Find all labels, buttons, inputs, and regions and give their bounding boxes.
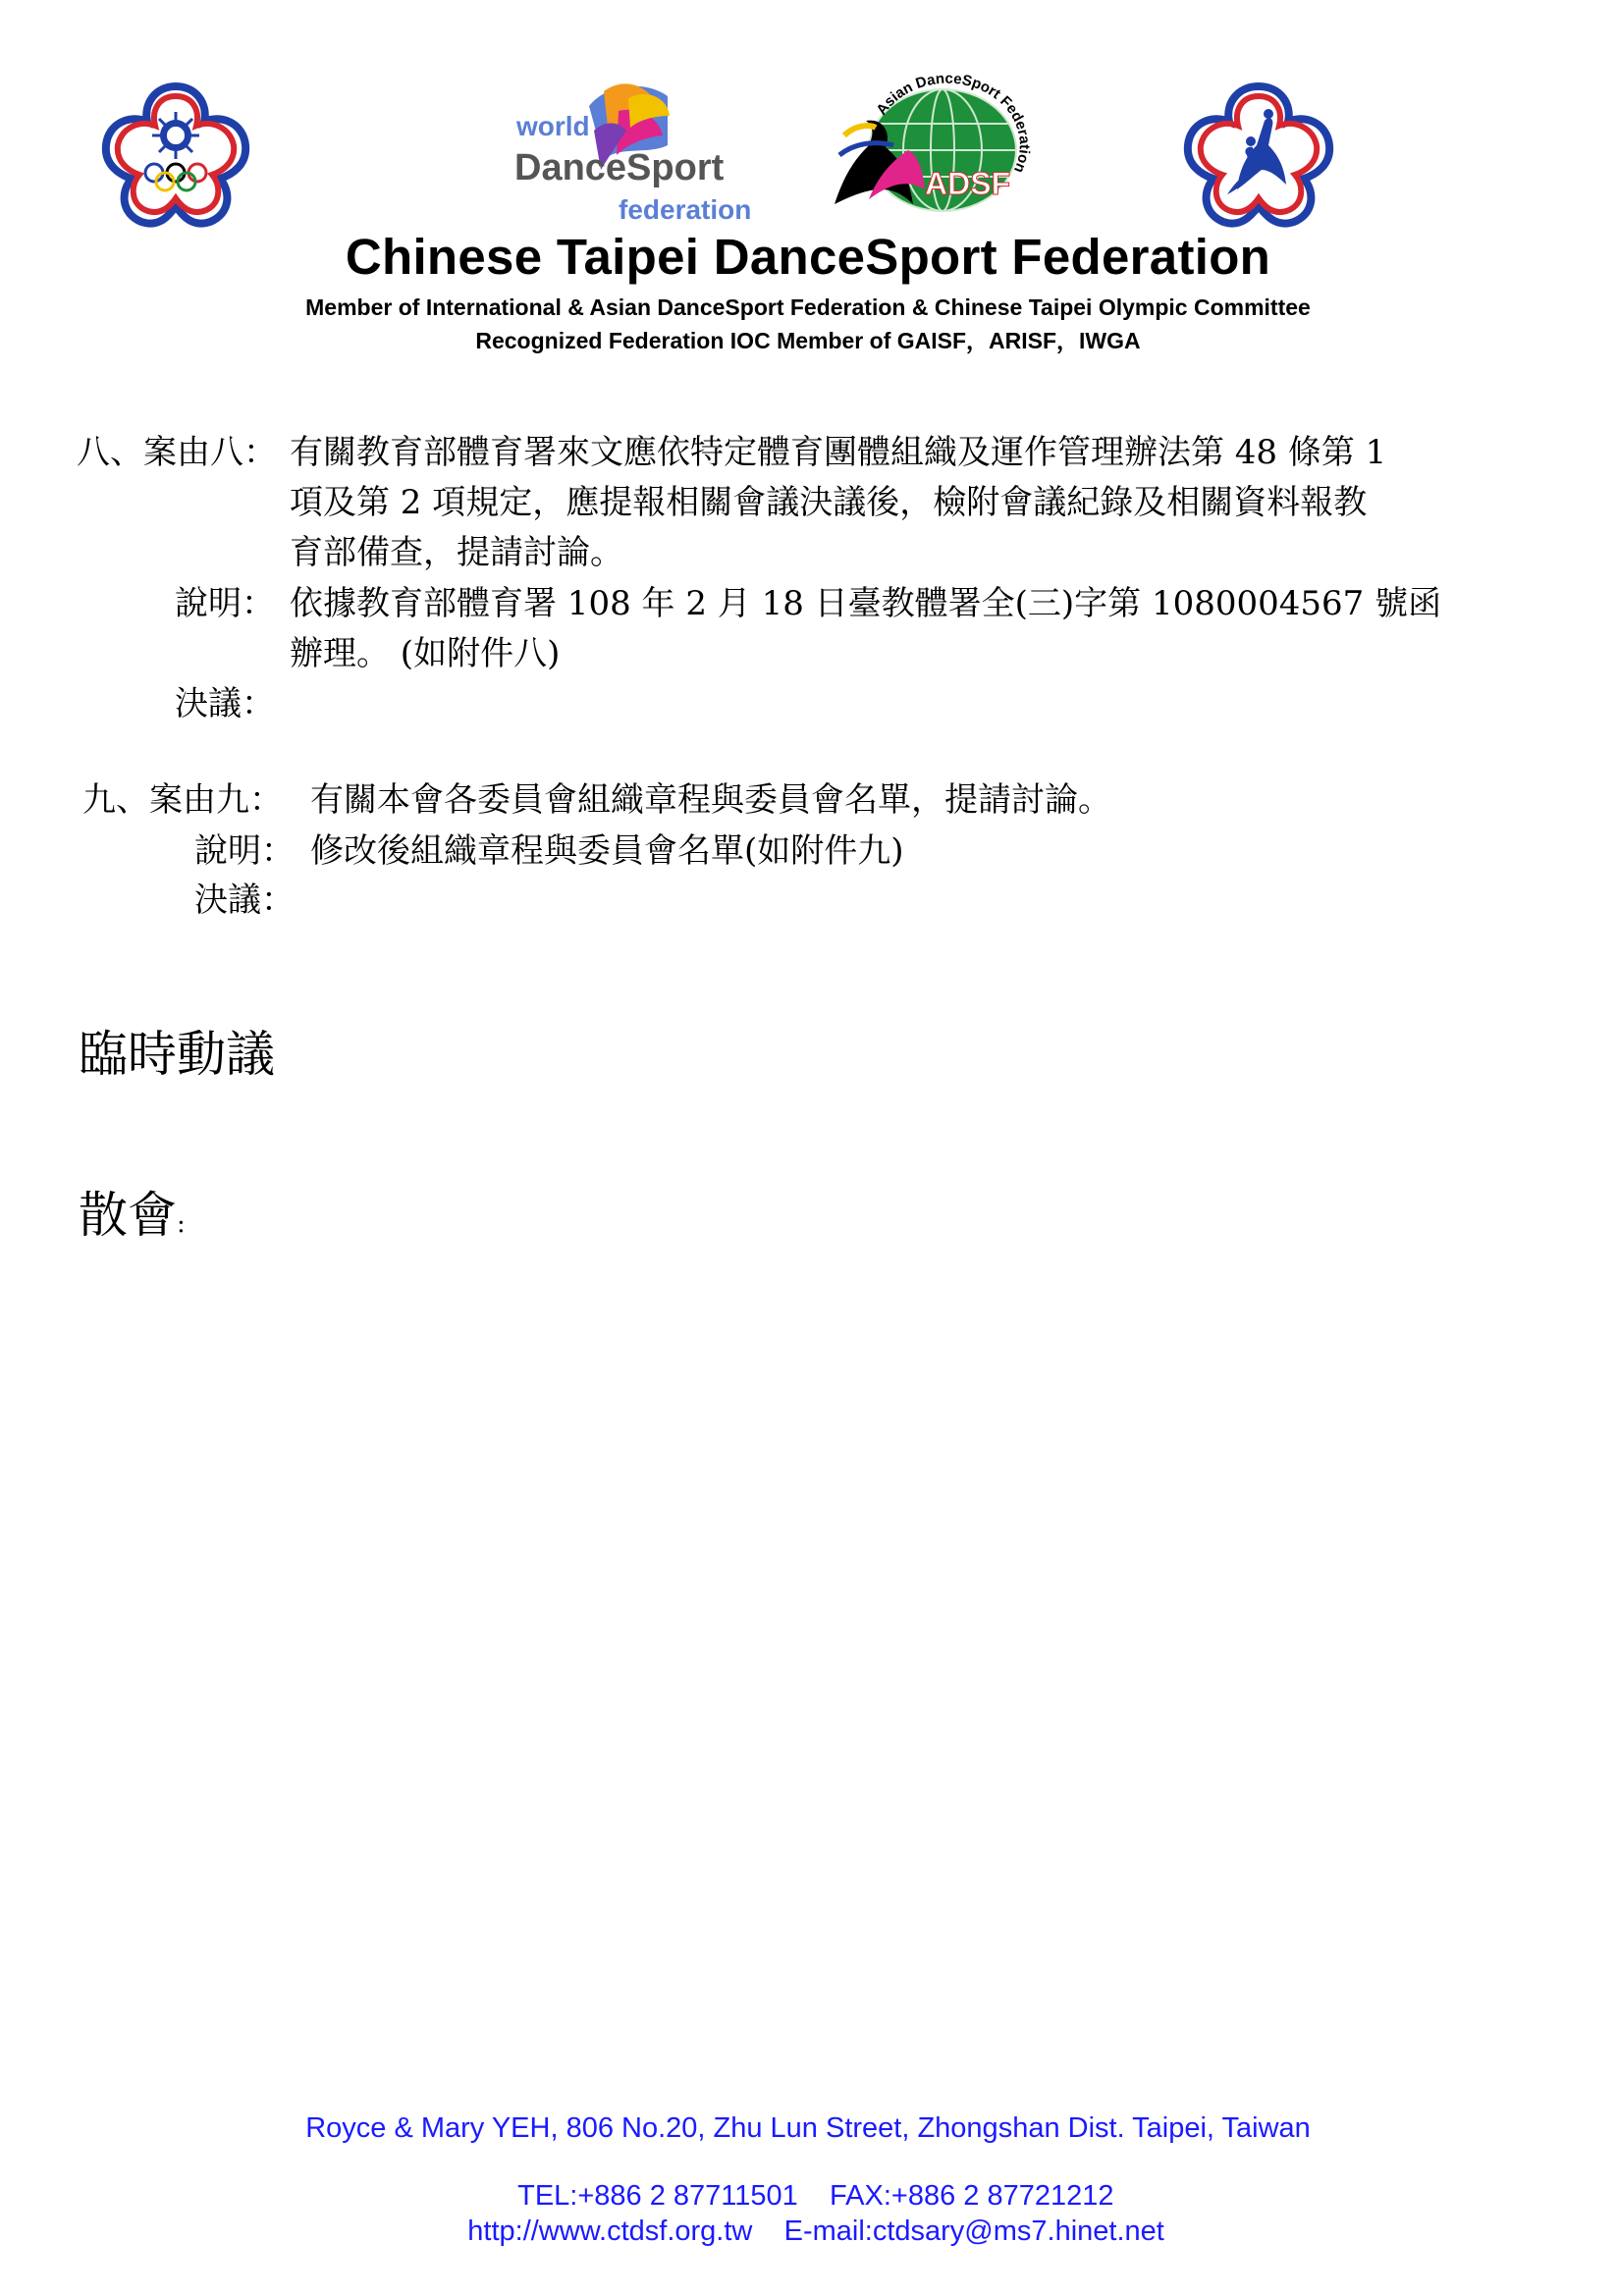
case-9-line: 有關本會各委員會組織章程與委員會名單，提請討論。 — [310, 780, 1111, 820]
chinese-taipei-olympic-logo — [98, 77, 253, 232]
case-9-label: 九、案由九： — [82, 780, 283, 820]
adsf-abbr-text: ADSF — [925, 166, 1011, 201]
case-9-resolution-label: 決議： — [194, 881, 295, 920]
federation-recognition-line: Recognized Federation IOC Member of GAISF，ARISF，IWGA — [475, 328, 1141, 353]
footer-website-link[interactable]: http://www.ctdsf.org.tw — [467, 2216, 753, 2247]
case-8-line-3: 育部備查，提請討論。 — [290, 533, 623, 572]
case-8-line-1: 有關教育部體育署來文應依特定體育團體組織及運作管理辦法第 48 條第 1 — [290, 433, 1387, 472]
footer-address: Royce & Mary YEH, 806 No.20, Zhu Lun Street, Zhongshan Dist. Taipei, Taiwan — [305, 2112, 1311, 2144]
footer-tel: TEL:+886 2 87711501 — [517, 2180, 798, 2212]
footer-web-email — [0, 2183, 1616, 2248]
footer-fax: FAX:+886 2 87721212 — [830, 2180, 1114, 2212]
case-8-label: 八、案由八： — [77, 433, 277, 472]
federation-title: Chinese Taipei DanceSport Federation — [345, 229, 1271, 285]
federation-membership-line: Member of International & Asian DanceSport Federation & Chinese Taipei Olympic Committee — [305, 294, 1311, 320]
case-9-explain-line: 修改後組織章程與委員會名單(如附件九) — [310, 831, 904, 871]
wdsf-world-text: world — [516, 111, 590, 141]
case-8-explain-label: 說明： — [175, 584, 275, 623]
case-8-resolution-label: 決議： — [175, 684, 275, 723]
case-9-explain-label: 說明： — [194, 831, 295, 871]
adjourn-colon: : — [177, 1209, 186, 1239]
ctdsf-dancer-logo — [1178, 77, 1340, 232]
extra-motion-heading: 臨時動議 — [79, 1026, 275, 1083]
footer-email-link[interactable]: E-mail:ctdsary@ms7.hinet.net — [783, 2216, 1164, 2247]
wdsf-federation-text: federation — [619, 194, 752, 225]
case-8-explain-line-2: 辦理。 (如附件八) — [290, 634, 561, 673]
wdsf-dancesport-text: DanceSport — [514, 147, 725, 188]
adsf-arc-text: Asian DanceSport Federation — [873, 70, 1033, 176]
case-8-line-2: 項及第 2 項規定，應提報相關會議決議後，檢附會議紀錄及相關資料報教 — [290, 483, 1368, 522]
asian-dancesport-federation-logo — [815, 67, 1041, 214]
world-dancesport-federation-logo — [511, 77, 752, 232]
case-8-explain-line-1: 依據教育部體育署 108 年 2 月 18 日臺教體署全(三)字第 1080004567 號函 — [290, 584, 1442, 623]
adjourn-heading — [79, 1176, 186, 1247]
adjourn-text: 散會 — [79, 1187, 177, 1244]
